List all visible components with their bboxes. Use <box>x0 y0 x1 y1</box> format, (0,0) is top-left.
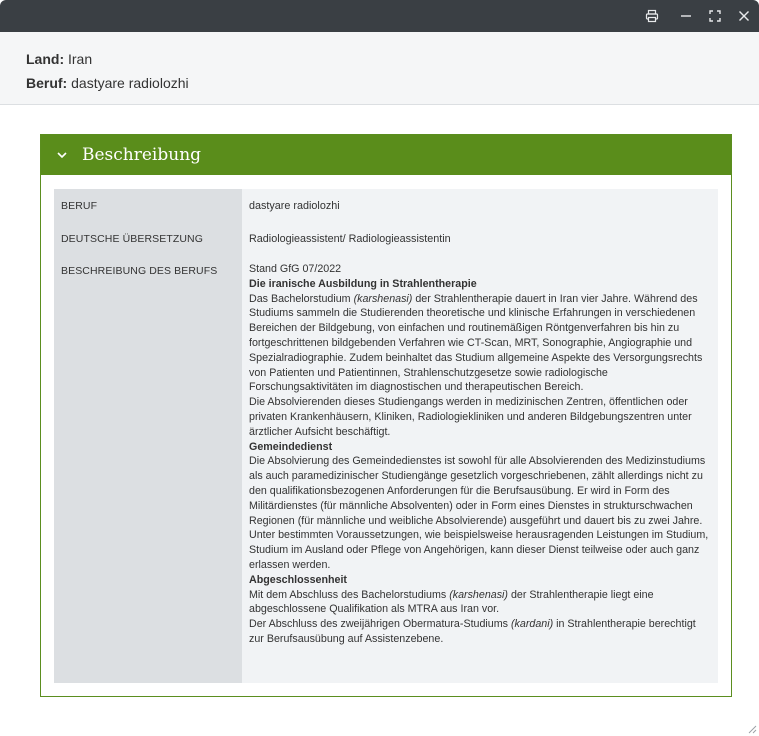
land-line <box>26 51 92 67</box>
row-value-beschreibung <box>249 262 711 647</box>
beruf-line <box>26 75 189 91</box>
row-label-beschreibung: BESCHREIBUNG DES BERUFS <box>61 265 218 277</box>
minimize-icon <box>679 9 693 23</box>
row-value-beruf: dastyare radiolozhi <box>249 200 340 212</box>
window-titlebar <box>0 0 759 32</box>
row-label-beruf: BERUF <box>61 200 98 212</box>
beschreibung-panel <box>40 134 732 697</box>
beruf-value: dastyare radiolozhi <box>71 75 189 91</box>
label-column <box>54 189 242 683</box>
row-value-uebersetzung: Radiologieassistent/ Radiologieassistentin <box>249 233 451 245</box>
info-header <box>0 32 759 105</box>
print-icon <box>645 9 659 23</box>
close-icon <box>737 9 751 23</box>
maximize-icon <box>708 9 722 23</box>
close-button[interactable] <box>734 6 754 26</box>
paragraph-beschaeftigung: Die Absolvierenden dieses Studiengangs werden in medizinischen Zentren, öffentlichen oder privaten Krankenhäusern, Kliniken, Radiologiekliniken und anderen Bildgebungszentren unter ärztlicher Aufsicht beschäftigt. <box>249 396 692 438</box>
paragraph-gemeindedienst: Die Absolvierung des Gemeindedienstes ist sowohl für alle Absolvierenden des Medizinstudiums als auch paramedizinischer Studiengänge gesetzlich vorgeschriebenen, zählt allerdings nicht zu den qualifikationsbezogenen Anforderungen für die Berufsausübung. Er wird in Form des Militärdienstes (für männliche Absolventen) oder in Form eines Dienstes in strukturschwachen Regionen (für männliche und weibliche Absolvierende) ausgeführt und dauert bis zu zwei Jahre. Unter bestimmten Voraussetzungen, wie beispielsweise herausragenden Leistungen im Studium, Studium im Ausland oder Pflege von Angehörigen, kann dieser Dienst teilweise oder auch ganz erlassen werden. <box>249 455 709 571</box>
chevron-down-icon <box>55 148 69 162</box>
print-button[interactable] <box>642 6 662 26</box>
paragraph-abschluss-kardani: Der Abschluss des zweijährigen Obermatura-Studiums (kardani) in Strahlentherapie berechtigt zur Berufsausübung auf Assistenzebene. <box>249 618 696 645</box>
details-table <box>54 189 718 683</box>
paragraph-ausbildung: Das Bachelorstudium (karshenasi) der Strahlentherapie dauert in Iran vier Jahre. Während des Studiums sammeln die Studierenden theoretische und klinische Erfahrungen in verschiedenen Bereichen der Bildgebung, von einfachen und routinemäßigen Röntgenverfahren bis hin zu fortgeschrittenen bildgebenden Verfahren wie CT-Scan, MRT, Sonographie, Angiographie und Spezialradiographie. Zudem beinhaltet das Studium allgemeine Aspekte des Versorgungsrechts von Patienten und Patientinnen, Strahlenschutzgesetze sowie radiologische Forschungsaktivitäten im diagnostischen und therapeutischen Bereich. <box>249 292 703 394</box>
stand-text: Stand GfG 07/2022 <box>249 263 342 275</box>
paragraph-abschluss-bachelor: Mit dem Abschluss des Bachelorstudiums (karshenasi) der Strahlentherapie liegt eine abgeschlossene Qualifikation als MTRA aus Iran vor. <box>249 588 654 616</box>
land-value: Iran <box>68 51 93 67</box>
section-heading-ausbildung: Die iranische Ausbildung in Strahlentherapie <box>249 277 477 290</box>
land-label: Land: <box>26 51 65 67</box>
row-label-uebersetzung: DEUTSCHE ÜBERSETZUNG <box>61 233 204 245</box>
beruf-label: Beruf: <box>26 75 68 91</box>
section-heading-gemeindedienst: Gemeindedienst <box>249 440 333 453</box>
resize-grip-icon[interactable] <box>747 724 757 734</box>
section-heading-abgeschlossenheit: Abgeschlossenheit <box>249 573 347 586</box>
maximize-button[interactable] <box>705 6 725 26</box>
beschreibung-panel-header[interactable] <box>41 135 731 175</box>
panel-title: Beschreibung <box>82 145 202 165</box>
minimize-button[interactable] <box>676 6 696 26</box>
